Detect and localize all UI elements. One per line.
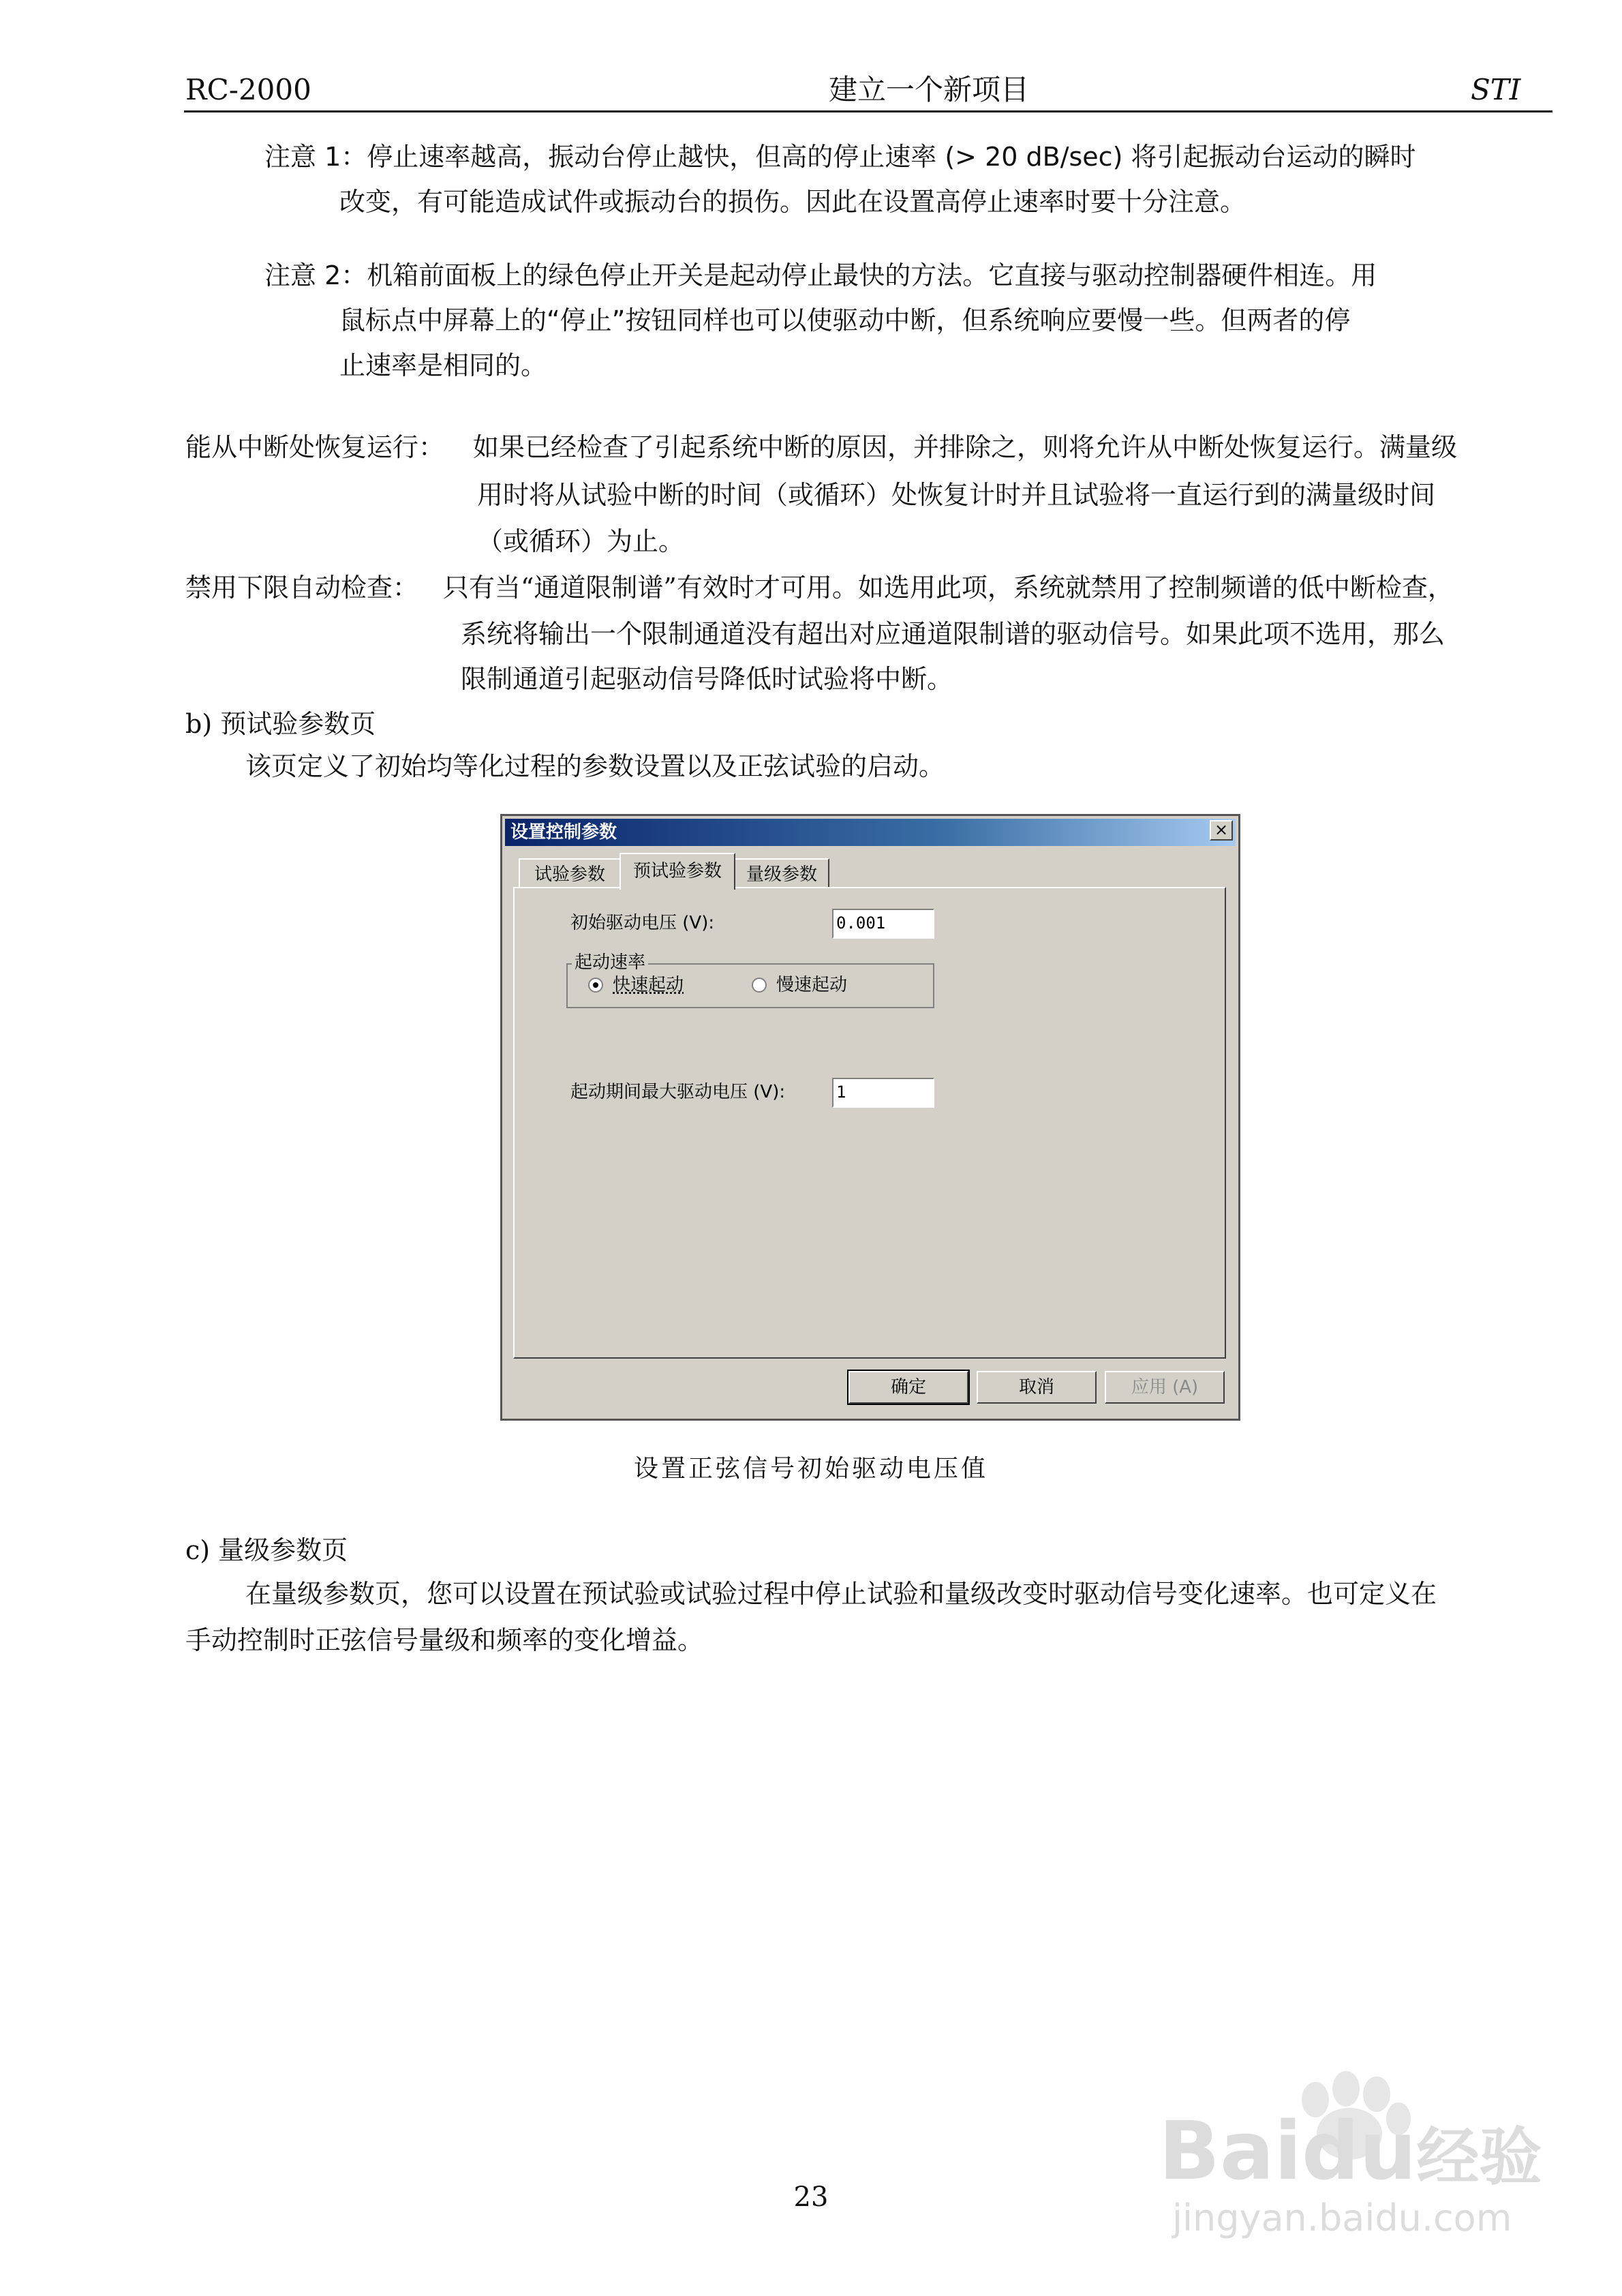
- header-title: 建立一个新项目: [829, 73, 1030, 106]
- settings-dialog: [500, 814, 1240, 1421]
- note-2-line-2: 鼠标点中屏幕上的“停止”按钮同样也可以使驱动中断，但系统响应要慢一些。但两者的停: [339, 305, 1351, 335]
- radio-fast-start[interactable]: [588, 978, 603, 993]
- resume-line-2: 用时将从试验中断的时间（或循环）处恢复计时并且试验将一直运行到的满量级时间: [477, 480, 1436, 510]
- header-right: STI: [1471, 73, 1521, 106]
- tab-panel: [513, 887, 1226, 1359]
- tab-level-params[interactable]: 量级参数: [734, 858, 829, 888]
- close-icon[interactable]: ×: [1210, 820, 1233, 841]
- disable-check-line-1: 只有当“通道限制谱”有效时才可用。如选用此项，系统就禁用了控制频谱的低中断检查，: [443, 573, 1454, 603]
- watermark-jingyan: 经验: [1416, 2121, 1542, 2194]
- resume-line-1: 如果已经检查了引起系统中断的原因，并排除之，则将允许从中断处恢复运行。满量级: [473, 432, 1458, 462]
- cancel-button[interactable]: 取消: [977, 1371, 1097, 1404]
- section-b-heading: b) 预试验参数页: [185, 709, 376, 739]
- tab-pretest-params[interactable]: 预试验参数: [619, 853, 735, 890]
- initial-drive-label: 初始驱动电压 (V):: [570, 913, 715, 933]
- note-1-line-1: 注意 1：停止速率越高，振动台停止越快，但高的停止速率 (> 20 dB/sec) 将引起振动台运动的瞬时: [264, 142, 1416, 172]
- disable-check-term: 禁用下限自动检查：: [185, 573, 419, 603]
- note-1-line-2: 改变，有可能造成试件或振动台的损伤。因此在设置高停止速率时要十分注意。: [339, 187, 1246, 217]
- note-2-line-1: 注意 2：机箱前面板上的绿色停止开关是起动停止最快的方法。它直接与驱动控制器硬件相连。用: [264, 260, 1377, 290]
- watermark-url: jingyan.baidu.com: [1172, 2196, 1512, 2239]
- apply-button[interactable]: 应用 (A): [1105, 1371, 1225, 1404]
- header-rule: [184, 110, 1552, 112]
- disable-check-line-3: 限制通道引起驱动信号降低时试验将中断。: [461, 664, 953, 694]
- ok-button[interactable]: 确定: [848, 1371, 968, 1404]
- resume-line-3: （或循环）为止。: [477, 526, 685, 556]
- baidu-jingyan-watermark: [1145, 2059, 1567, 2250]
- max-drive-label: 起动期间最大驱动电压 (V):: [570, 1082, 786, 1102]
- watermark-brand-2: du: [1302, 2104, 1417, 2198]
- header-left: RC-2000: [185, 73, 311, 106]
- section-c-line-1: 在量级参数页，您可以设置在预试验或试验过程中停止试验和量级改变时驱动信号变化速率。也可定义在: [245, 1579, 1437, 1609]
- radio-slow-start-label[interactable]: 慢速起动: [776, 975, 848, 995]
- max-drive-field[interactable]: 1: [832, 1078, 934, 1108]
- watermark-brand: Bai: [1159, 2104, 1302, 2198]
- tab-test-params[interactable]: 试验参数: [519, 858, 621, 888]
- note-2-line-3: 止速率是相同的。: [339, 350, 547, 380]
- start-rate-group-label: 起动速率: [572, 951, 648, 974]
- initial-drive-field[interactable]: 0.001: [832, 909, 934, 939]
- disable-check-line-2: 系统将输出一个限制通道没有超出对应通道限制谱的驱动信号。如果此项不选用，那么: [461, 619, 1445, 649]
- section-b-text: 该页定义了初始均等化过程的参数设置以及正弦试验的启动。: [245, 751, 945, 781]
- radio-fast-start-label[interactable]: 快速起动: [613, 975, 684, 995]
- radio-slow-start[interactable]: [752, 978, 767, 993]
- page-number: 23: [793, 2181, 829, 2213]
- section-c-heading: c) 量级参数页: [185, 1535, 348, 1565]
- dialog-titlebar: [505, 819, 1236, 846]
- dialog-title: 设置控制参数: [510, 822, 617, 843]
- section-c-line-2: 手动控制时正弦信号量级和频率的变化增益。: [185, 1625, 704, 1655]
- resume-term: 能从中断处恢复运行：: [185, 432, 445, 462]
- figure-caption: 设置正弦信号初始驱动电压值: [633, 1455, 988, 1483]
